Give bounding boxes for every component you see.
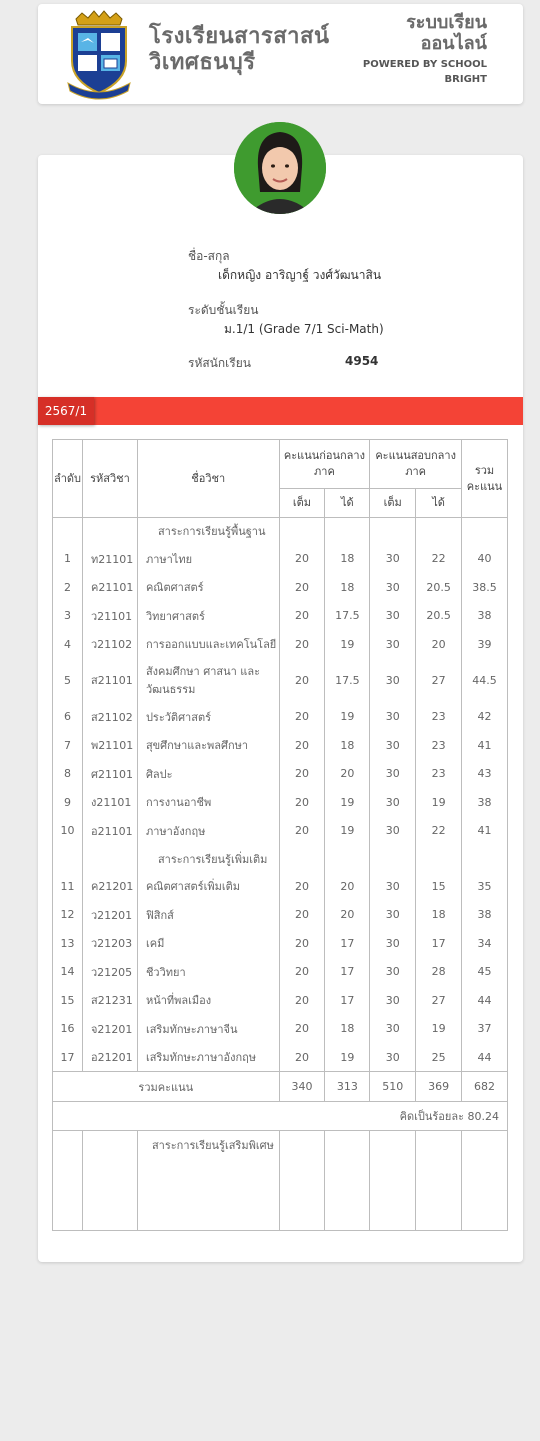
cell-t: 38 [462,901,508,930]
cell-code: ท21101 [82,545,137,574]
table-row [53,788,508,817]
cell-g1: 18 [325,1015,370,1044]
header-full-1: เต็ม [279,489,325,518]
header-subject-name: ชื่อวิชา [137,440,279,518]
cell-f1: 20 [279,630,325,659]
cell-g2: 17 [416,929,462,958]
cell-g1: 18 [325,731,370,760]
header-got-2: ได้ [416,489,462,518]
group-empty-cell [279,1131,325,1231]
school-name-line2: วิเทศธนบุรี [149,50,256,75]
header-code: รหัสวิชา [82,440,137,518]
cell-t: 40 [462,545,508,574]
header-got-1: ได้ [325,489,370,518]
cell-no: 7 [53,731,83,760]
cell-g1: 17 [325,958,370,987]
level-label: ระดับชั้นเรียน [188,303,259,317]
cell-name: การออกแบบและเทคโนโลยี [137,630,279,659]
powered-line1: POWERED BY SCHOOL [362,59,487,70]
cell-code: ศ21101 [82,760,137,789]
table-row [53,872,508,901]
group-row-basic [53,518,508,545]
total-f1: 340 [279,1072,325,1102]
cell-no: 6 [53,703,83,732]
school-logo-icon [64,9,134,101]
cell-no: 12 [53,901,83,930]
cell-f1: 20 [279,929,325,958]
cell-name: เสริมทักษะภาษาจีน [137,1015,279,1044]
cell-g2: 19 [416,1015,462,1044]
cell-f2: 30 [370,659,416,703]
cell-g2: 22 [416,545,462,574]
table-row [53,602,508,631]
term-tab-bar [38,397,523,425]
group-empty-cell [82,1131,137,1231]
system-title [406,12,487,54]
table-row [53,731,508,760]
group-empty-cell [325,1131,370,1231]
cell-f1: 20 [279,958,325,987]
cell-g2: 20.5 [416,602,462,631]
total-f2: 510 [370,1072,416,1102]
cell-f1: 20 [279,659,325,703]
cell-no: 10 [53,817,83,846]
cell-f1: 20 [279,731,325,760]
cell-name: ภาษาไทย [137,545,279,574]
header-pre-midterm: คะแนนก่อนกลาง ภาค [279,440,370,489]
table-row [53,545,508,574]
group-additional-label: สาระการเรียนรู้เพิ่มเติม [137,845,279,872]
cell-f2: 30 [370,872,416,901]
table-row [53,1043,508,1072]
cell-no: 14 [53,958,83,987]
cell-no: 16 [53,1015,83,1044]
cell-code: ว21201 [82,901,137,930]
header-card [38,4,523,104]
cell-t: 45 [462,958,508,987]
cell-t: 41 [462,817,508,846]
cell-f1: 20 [279,545,325,574]
cell-g1: 19 [325,1043,370,1072]
cell-code: ว21101 [82,602,137,631]
cell-code: อ21101 [82,817,137,846]
cell-t: 38 [462,602,508,631]
table-row [53,630,508,659]
term-tab-2567-1[interactable]: 2567/1 [38,397,94,425]
cell-f1: 20 [279,986,325,1015]
cell-f1: 20 [279,703,325,732]
cell-g2: 23 [416,731,462,760]
header-no: ลำดับ [53,440,83,518]
cell-no: 13 [53,929,83,958]
cell-g1: 19 [325,817,370,846]
cell-code: ส21102 [82,703,137,732]
cell-g1: 17 [325,929,370,958]
cell-t: 43 [462,760,508,789]
school-name-line1: โรงเรียนสารสาสน์ [149,24,330,49]
cell-f2: 30 [370,630,416,659]
cell-no: 11 [53,872,83,901]
group-empty-cell [53,845,83,872]
cell-code: ค21101 [82,573,137,602]
group-empty-cell [416,1131,462,1231]
table-row [53,573,508,602]
cell-code: ส21231 [82,986,137,1015]
cell-name: ศิลปะ [137,760,279,789]
group-empty-cell [53,1131,83,1231]
cell-g1: 19 [325,703,370,732]
cell-name: เสริมทักษะภาษาอังกฤษ [137,1043,279,1072]
cell-f2: 30 [370,901,416,930]
system-title-line2: ออนไลน์ [420,33,487,54]
cell-f1: 20 [279,1015,325,1044]
cell-f1: 20 [279,573,325,602]
cell-f2: 30 [370,760,416,789]
cell-g2: 15 [416,872,462,901]
cell-g1: 20 [325,872,370,901]
cell-g2: 20.5 [416,573,462,602]
cell-g1: 19 [325,788,370,817]
cell-code: ง21101 [82,788,137,817]
cell-t: 42 [462,703,508,732]
cell-t: 44 [462,1043,508,1072]
name-label: ชื่อ-สกุล [188,249,230,263]
cell-g2: 25 [416,1043,462,1072]
table-row [53,659,508,703]
cell-no: 4 [53,630,83,659]
cell-t: 34 [462,929,508,958]
powered-line2: BRIGHT [444,74,487,85]
name-value: เด็กหญิง อาริญาฐ์ วงศ์วัฒนาสิน [218,268,382,282]
cell-t: 41 [462,731,508,760]
school-name [149,24,330,76]
cell-name: สังคมศึกษา ศาสนา และวัฒนธรรม [137,659,279,703]
cell-g1: 17 [325,986,370,1015]
cell-f2: 30 [370,573,416,602]
cell-name: การงานอาชีพ [137,788,279,817]
student-id-value: 4954 [345,354,379,368]
table-row [53,929,508,958]
group-empty-cell [325,845,370,872]
cell-f1: 20 [279,1043,325,1072]
cell-code: ว21102 [82,630,137,659]
cell-f1: 20 [279,760,325,789]
cell-t: 35 [462,872,508,901]
cell-t: 44.5 [462,659,508,703]
cell-f2: 30 [370,986,416,1015]
cell-name: สุขศึกษาและพลศึกษา [137,731,279,760]
cell-f2: 30 [370,929,416,958]
cell-code: พ21101 [82,731,137,760]
table-row [53,1015,508,1044]
group-empty-cell [279,845,325,872]
group-row-special [53,1131,508,1231]
cell-g1: 20 [325,760,370,789]
cell-name: ฟิสิกส์ [137,901,279,930]
student-report-card [38,155,523,1262]
cell-code: อ21201 [82,1043,137,1072]
cell-t: 44 [462,986,508,1015]
cell-g1: 18 [325,545,370,574]
cell-f2: 30 [370,1015,416,1044]
cell-f1: 20 [279,901,325,930]
percent-row [53,1102,508,1131]
table-row [53,760,508,789]
cell-g2: 20 [416,630,462,659]
cell-g1: 17.5 [325,602,370,631]
cell-name: ประวัติศาสตร์ [137,703,279,732]
group-empty-cell [370,845,416,872]
cell-f2: 30 [370,602,416,631]
group-empty-cell [416,845,462,872]
grades-body [53,518,508,1231]
cell-no: 15 [53,986,83,1015]
cell-g1: 17.5 [325,659,370,703]
cell-f1: 20 [279,872,325,901]
cell-f1: 20 [279,788,325,817]
cell-no: 3 [53,602,83,631]
cell-no: 9 [53,788,83,817]
table-row [53,901,508,930]
cell-no: 2 [53,573,83,602]
cell-name: หน้าที่พลเมือง [137,986,279,1015]
cell-t: 39 [462,630,508,659]
cell-g1: 20 [325,901,370,930]
cell-g2: 19 [416,788,462,817]
cell-f2: 30 [370,788,416,817]
total-g2: 369 [416,1072,462,1102]
student-avatar [234,122,326,214]
group-basic-label: สาระการเรียนรู้พื้นฐาน [137,518,279,545]
total-t: 682 [462,1072,508,1102]
cell-f1: 20 [279,602,325,631]
total-label: รวมคะแนน [53,1072,280,1102]
powered-by [347,57,487,87]
cell-f2: 30 [370,731,416,760]
percent-text: คิดเป็นร้อยละ 80.24 [53,1102,508,1131]
table-row [53,817,508,846]
cell-no: 17 [53,1043,83,1072]
table-row [53,986,508,1015]
cell-g2: 18 [416,901,462,930]
table-row [53,703,508,732]
total-row [53,1072,508,1102]
group-empty-cell [82,845,137,872]
cell-g2: 27 [416,986,462,1015]
group-empty-cell [370,1131,416,1231]
cell-t: 37 [462,1015,508,1044]
cell-t: 38.5 [462,573,508,602]
cell-no: 5 [53,659,83,703]
cell-t: 38 [462,788,508,817]
cell-code: ว21205 [82,958,137,987]
system-title-line1: ระบบเรียน [406,12,487,33]
cell-f2: 30 [370,958,416,987]
cell-no: 8 [53,760,83,789]
cell-code: จ21201 [82,1015,137,1044]
cell-name: คณิตศาสตร์เพิ่มเติม [137,872,279,901]
cell-f2: 30 [370,1043,416,1072]
cell-name: ภาษาอังกฤษ [137,817,279,846]
cell-name: เคมี [137,929,279,958]
group-empty-cell [462,845,508,872]
cell-name: วิทยาศาสตร์ [137,602,279,631]
cell-f1: 20 [279,817,325,846]
group-row-additional [53,845,508,872]
total-g1: 313 [325,1072,370,1102]
cell-code: ค21201 [82,872,137,901]
cell-f2: 30 [370,545,416,574]
cell-code: ส21101 [82,659,137,703]
header-midterm-exam: คะแนนสอบกลาง ภาค [370,440,462,489]
cell-g2: 23 [416,760,462,789]
group-empty-cell [462,1131,508,1231]
header-total: รวม คะแนน [462,440,508,518]
cell-g2: 28 [416,958,462,987]
cell-g2: 23 [416,703,462,732]
cell-g2: 27 [416,659,462,703]
level-value: ม.1/1 (Grade 7/1 Sci-Math) [224,322,384,336]
group-special-label: สาระการเรียนรู้เสริมพิเศษ [137,1131,279,1231]
cell-f2: 30 [370,703,416,732]
table-row [53,958,508,987]
cell-g2: 22 [416,817,462,846]
cell-code: ว21203 [82,929,137,958]
student-id-label: รหัสนักเรียน [188,356,251,370]
header-full-2: เต็ม [370,489,416,518]
cell-f2: 30 [370,817,416,846]
grades-table [52,439,508,1231]
cell-name: คณิตศาสตร์ [137,573,279,602]
cell-no: 1 [53,545,83,574]
cell-g1: 19 [325,630,370,659]
cell-g1: 18 [325,573,370,602]
cell-name: ชีววิทยา [137,958,279,987]
